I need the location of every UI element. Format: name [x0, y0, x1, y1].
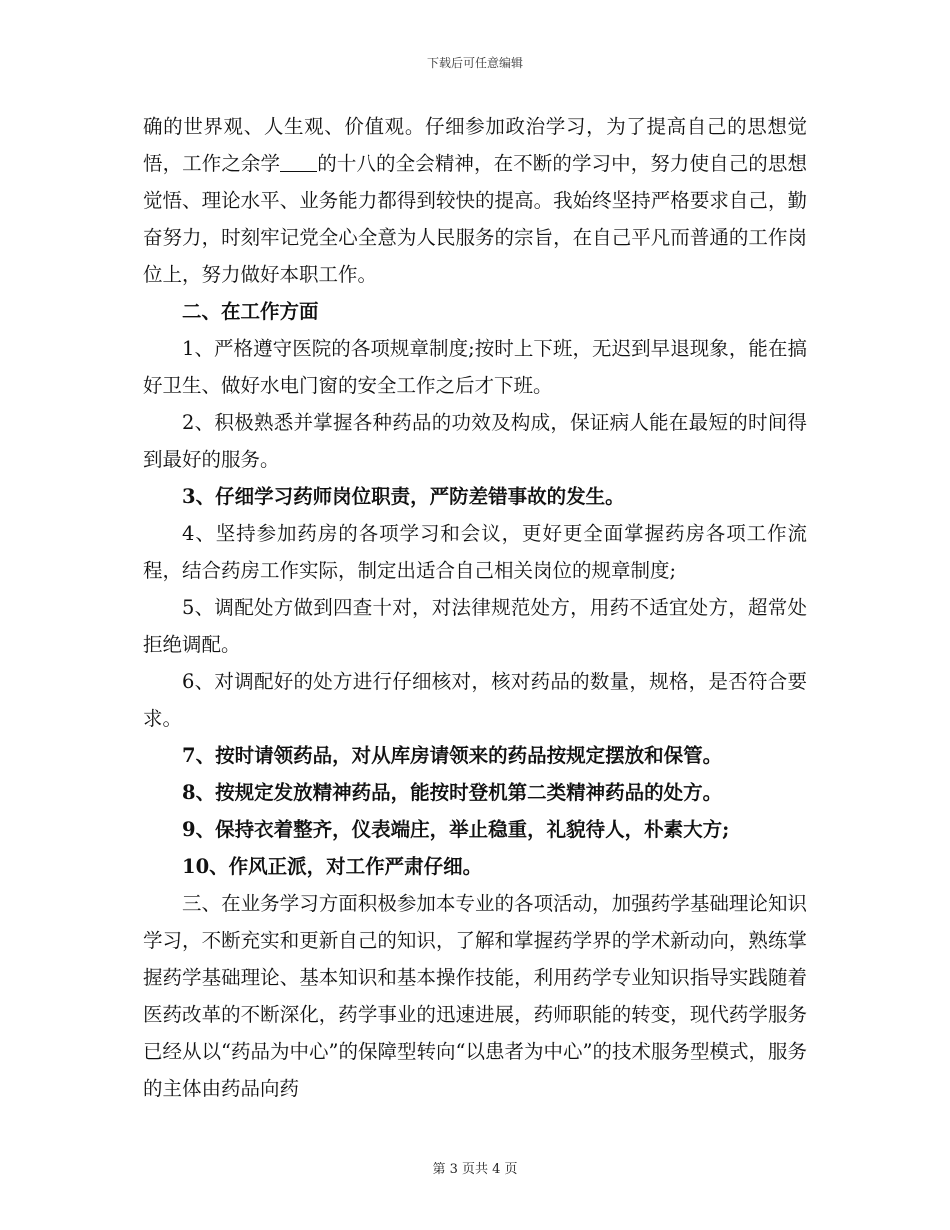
fill-blank [280, 152, 317, 173]
list-item-4: 4、坚持参加药房的各项学习和会议，更好更全面掌握药房各项工作流程，结合药房工作实际，制定出适合自己相关岗位的规章制度; [143, 522, 807, 582]
section-heading-work: 二、在工作方面 [182, 300, 319, 323]
list-item-5: 5、调配处方做到四查十对，对法律规范处方，用药不适宜处方，超常处拒绝调配。 [143, 596, 807, 656]
paragraph-1-part-b: 的十八的全会精神，在不断的学习中，努力使自己的思想觉悟、理论水平、业务能力都得到较快的提高。我始终坚持严格要求自己，勤奋努力，时刻牢记党全心全意为人民服务的宗旨，在自己平凡而普通的工作岗位上，努力做好本职工作。 [143, 152, 807, 286]
list-item-8: 8、按规定发放精神药品，能按时登机第二类精神药品的处方。 [182, 781, 723, 804]
paragraph-3: 三、在业务学习方面积极参加本专业的各项活动，加强药学基础理论知识学习，不断充实和更新自己的知识，了解和掌握药学界的学术新动向，熟练掌握药学基础理论、基本知识和基本操作技能，利用药学专业知识指导实践随着医药改革的不断深化，药学事业的迅速进展，药师职能的转变，现代药学服务已经从以“药品为中心”的保障型转向“以患者为中心”的技术服务型模式，服务的主体由药品向药 [143, 892, 807, 1100]
list-item-9: 9、保持衣着整齐，仪表端庄，举止稳重，礼貌待人，朴素大方; [182, 818, 730, 841]
list-item-10: 10、作风正派，对工作严肃仔细。 [182, 855, 483, 878]
list-item-3: 3、仔细学习药师岗位职责，严防差错事故的发生。 [182, 485, 625, 508]
list-item-1: 1、严格遵守医院的各项规章制度;按时上下班，无迟到早退现象，能在搞好卫生、做好水电门窗的安全工作之后才下班。 [143, 337, 807, 397]
paragraph-1 [143, 108, 807, 293]
page-header: 下载后可任意编辑 [426, 56, 523, 70]
document-body [143, 108, 807, 1107]
list-item-7: 7、按时请领药品，对从库房请领来的药品按规定摆放和保管。 [182, 744, 723, 767]
list-item-6: 6、对调配好的处方进行仔细核对，核对药品的数量，规格，是否符合要求。 [143, 670, 807, 730]
page-footer: 第 3 页共 4 页 [432, 1162, 518, 1177]
list-item-2: 2、积极熟悉并掌握各种药品的功效及构成，保证病人能在最短的时间得到最好的服务。 [143, 411, 807, 471]
paragraph-1-part-a: 确的世界观、人生观、价值观。仔细参加政治学习，为了提高自己的思想觉悟，工作之余学 [143, 115, 807, 175]
